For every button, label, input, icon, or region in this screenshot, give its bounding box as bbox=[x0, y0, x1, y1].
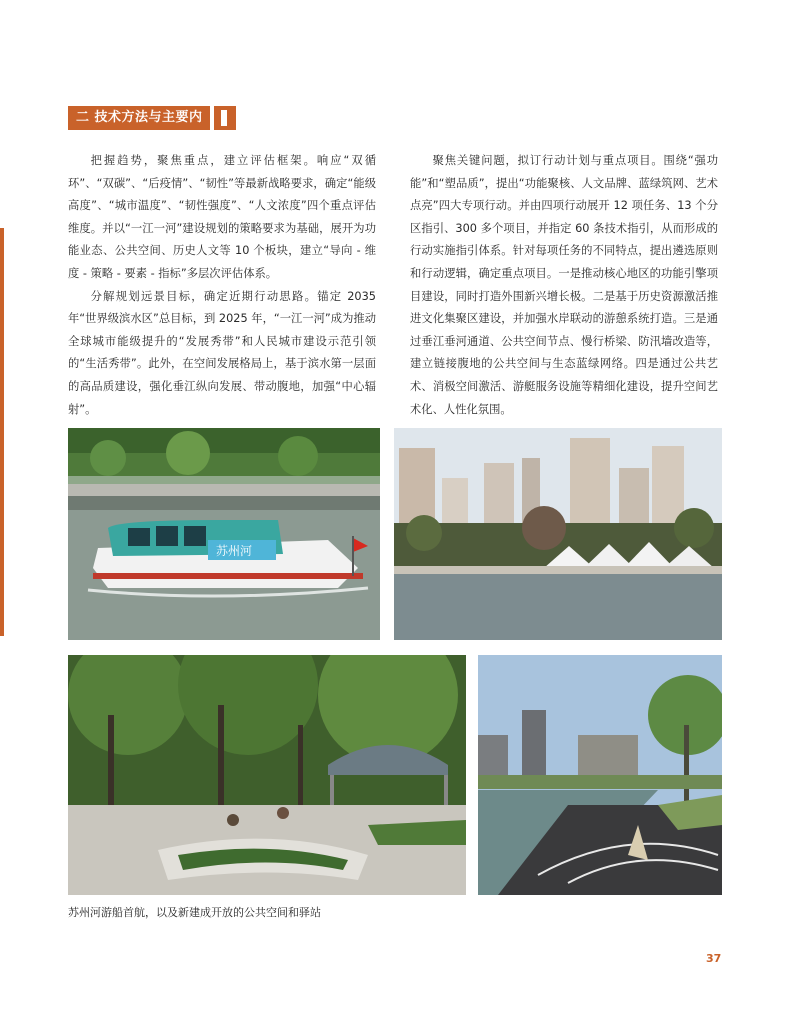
section-title: 二 技术方法与主要内容 bbox=[68, 106, 210, 130]
photo-boat-maiden-voyage bbox=[68, 428, 380, 640]
paragraph: 分解规划远景目标，确定近期行动思路。锚定 2035 年“世界级滨水区”总目标，到 2025 年，“一江一河”成为推动全球城市能级提升的“发展秀带”和人民城市建设示范引领的“生活秀带”。此外，在空间发展格局上，基于滨水第一层面的高品质建设，强化垂江纵向发展、带动腹地，加强“中心辐射”。 bbox=[68, 289, 376, 416]
section-header bbox=[68, 106, 236, 149]
boat-banner-text: 苏州河 bbox=[216, 544, 253, 558]
photo-park-station bbox=[68, 655, 466, 895]
right-text-column bbox=[410, 150, 718, 421]
left-text-column bbox=[68, 150, 376, 421]
photo-skyline-pavilion bbox=[394, 428, 722, 640]
paragraph: 聚焦关键问题，拟订行动计划与重点项目。围绕“强功能”和“塑品质”，提出“功能聚核、人文品牌、蓝绿筑网、艺术点亮”四大专项行动。并由四项行动展开 12 项任务、13 个分区指引、300 多个项目，并指定 60 条技术指引，从而形成的行动实施指引体系。针对每项任务的不同特点，提出遴选原则和行动逻辑，确定重点项目。一是推动核心地区的功能引擎项目建设，同时打造外围新兴增长极。二是基于历史资源激活推进文化集聚区建设，并加强水岸联动的游憩系统打造。三是通过垂江垂河通道、公共空间节点、慢行桥梁、防汛墙改造等，建立链接腹地的公共空间与生态蓝绿网络。四是通过公共艺术、消极空间激活、游艇服务设施等精细化建设，提升空间艺术化、人性化氛围。 bbox=[410, 154, 718, 416]
section-marker-icon bbox=[214, 106, 236, 130]
photo-caption: 苏州河游船首航，以及新建成开放的公共空间和驿站 bbox=[68, 906, 321, 919]
page-number: 37 bbox=[706, 952, 722, 965]
paragraph: 把握趋势，聚焦重点，建立评估框架。响应“双循环”、“双碳”、“后疫情”、“韧性”等最新战略要求，确定“能级高度”、“城市温度”、“韧性强度”、“人文浓度”四个重点评估维度。并以“一江一河”建设规划的策略要求为基础，展开为功能业态、公共空间、历史人文等 10 个板块，建立“导向 - 维度 - 策略 - 要素 - 指标”多层次评估体系。 bbox=[68, 154, 376, 280]
edge-accent-bar bbox=[0, 228, 4, 636]
photo-riverside-path bbox=[478, 655, 722, 895]
